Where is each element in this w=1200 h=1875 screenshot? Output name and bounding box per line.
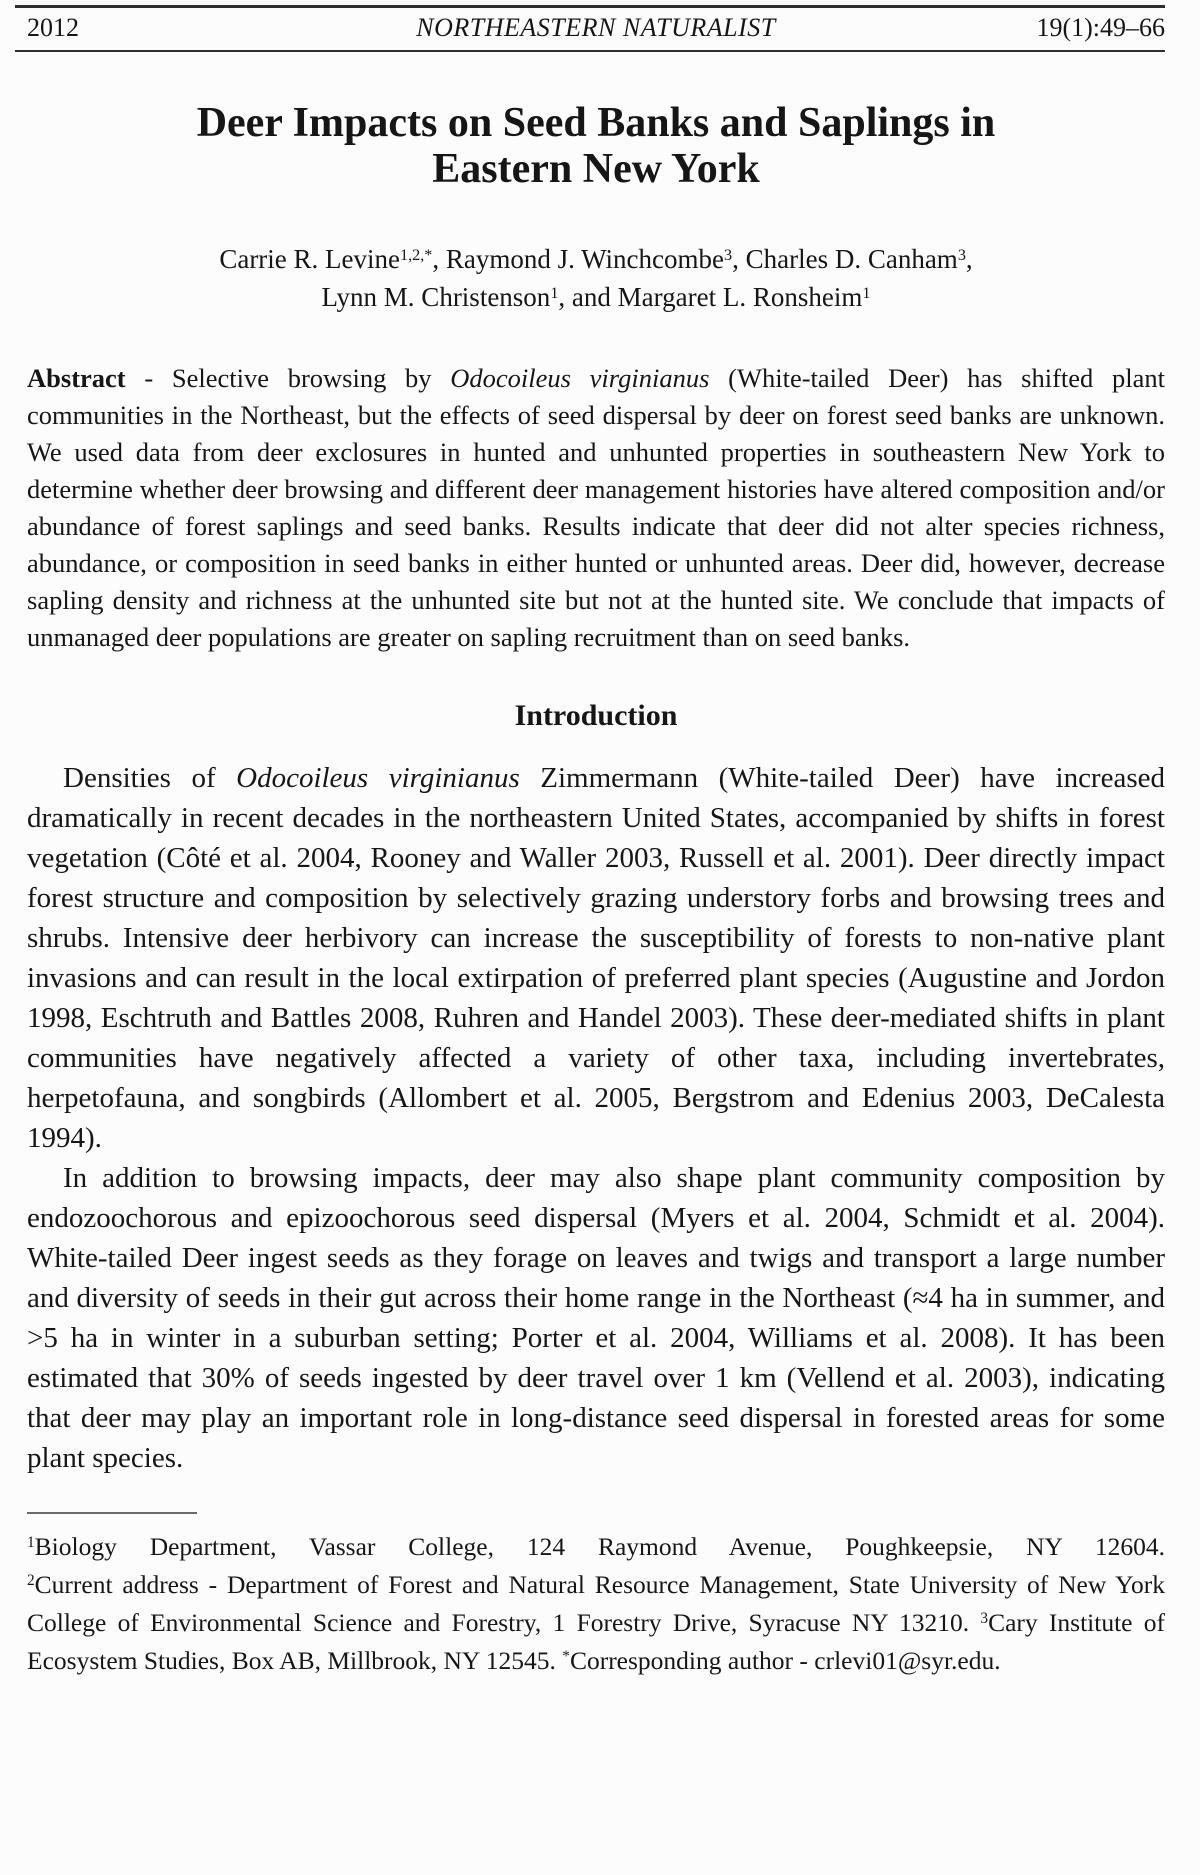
introduction-paragraph-1: Densities of Odocoileus virginianus Zimmermann (White-tailed Deer) have increased dramatically in recent decades in the northeastern United States, accompanied by shifts in forest vegetation (Côté et al. 2004, Rooney and Waller 2003, Russell et al. 2001). Deer directly impact forest structure and composition by selectively grazing understory forbs and browsing trees and shrubs. Intensive deer herbivory can increase the susceptibility of forests to non-native plant invasions and can result in the local extirpation of preferred plant species (Augustine and Jordon 1998, Eschtruth and Battles 2008, Ruhren and Handel 2003). These deer-mediated shifts in plant communities have negatively affected a variety of other taxa, including invertebrates, herpetofauna, and songbirds (Allombert et al. 2005, Bergstrom and Edenius 2003, DeCalesta 1994). bbox=[27, 762, 1165, 1154]
header-citation: 19(1):49–66 bbox=[1036, 13, 1165, 42]
abstract-paragraph: Abstract - Selective browsing by Odocoileus virginianus (White-tailed Deer) has shifted plant communities in the Northeast, but the effects of seed dispersal by deer on forest seed banks are unknown. We used data from deer exclosures in hunted and unhunted properties in southeastern New York to determine whether deer browsing and different deer management histories have altered composition and/or abundance of forest saplings and seed banks. Results indicate that deer did not alter species richness, abundance, or composition in seed banks in either hunted or unhunted areas. Deer did, however, decrease sapling density and richness at the unhunted site but not at the hunted site. We conclude that impacts of unmanaged deer populations are greater on sapling recruitment than on seed banks. bbox=[27, 363, 1165, 652]
introduction-heading: Introduction bbox=[514, 699, 678, 732]
header-journal-title: NORTHEASTERN NATURALIST bbox=[416, 13, 776, 42]
article-title bbox=[27, 100, 1165, 192]
header-year: 2012 bbox=[27, 13, 79, 42]
article-title-line-1: Deer Impacts on Seed Banks and Saplings in bbox=[196, 100, 996, 146]
article-title-line-2: Eastern New York bbox=[432, 146, 760, 192]
authors-line-2: Lynn M. Christenson$^1$, and Margaret L. Ronsheim$^1$ bbox=[321, 282, 871, 312]
introduction-paragraph-2: In addition to browsing impacts, deer may also shape plant community composition by endozoochorous and epizoochorous seed dispersal (Myers et al. 2004, Schmidt et al. 2004). White-tailed Deer ingest seeds as they forage on leaves and twigs and transport a large number and diversity of seeds in their gut across their home range in the Northeast (≈4 ha in summer, and >5 ha in winter in a suburban setting; Porter et al. 2004, Williams et al. 2008). It has been estimated that 30% of seeds ingested by deer travel over 1 km (Vellend et al. 2003), indicating that deer may play an important role in long-distance seed dispersal in forested areas for some plant species. bbox=[27, 1162, 1165, 1474]
authors-line-1: Carrie R. Levine$^{1,2,*}$, Raymond J. Winchcombe$^3$, Charles D. Canham$^3$, bbox=[219, 244, 973, 274]
footnote-affiliation-1: $^1$Biology Department, Vassar College, 124 Raymond Avenue, Poughkeepsie, NY 12604. bbox=[27, 1532, 1165, 1561]
footnote-divider bbox=[27, 1512, 197, 1514]
footnotes-affiliations-2-3-corresponding: $^2$Current address - Department of Forest and Natural Resource Management, State University of New York College of Environmental Science and Forestry, 1 Forestry Drive, Syracuse NY 13210. $^3$Cary Institute of Ecosystem Studies, Box AB, Millbrook, NY 12545. *Corresponding author - crlevi01@syr.edu. bbox=[27, 1570, 1166, 1675]
author-list bbox=[27, 240, 1165, 316]
running-header bbox=[15, 5, 1165, 52]
